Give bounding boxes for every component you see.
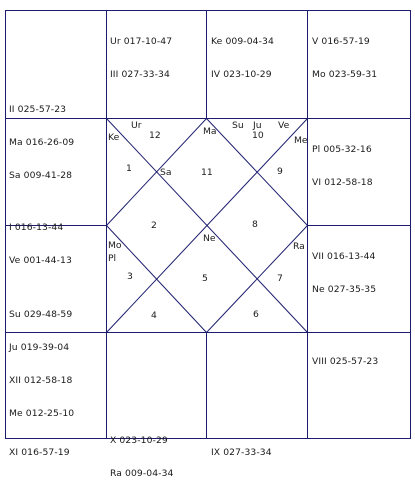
house-number-3: 3: [127, 271, 133, 282]
planet-mo: Mo: [108, 240, 122, 251]
cell-line: Pl 005-32-16: [312, 144, 372, 155]
house-number-2: 2: [151, 220, 157, 231]
cell-line: IV 023-10-29: [211, 69, 272, 80]
cell-line: Sa 009-41-28: [9, 170, 73, 181]
house-number-10: 10: [252, 130, 264, 141]
house-number-12: 12: [149, 130, 161, 141]
planet-ur: Ur: [131, 120, 142, 131]
house-number-4: 4: [151, 310, 157, 321]
planet-ve: Ve: [278, 120, 290, 131]
cell-line: X 023-10-29: [110, 435, 168, 446]
cell-line: Ke 009-04-34: [211, 36, 274, 47]
cell-line: Ve 001-44-13: [9, 255, 72, 266]
cell-line: Ne 027-35-35: [312, 284, 377, 295]
cell-left-2: [9, 200, 72, 277]
cell-line: Ju 019-39-04: [9, 342, 70, 353]
planet-ma: Ma: [203, 126, 217, 137]
cell-left-3: [9, 287, 74, 430]
planet-ne: Ne: [203, 233, 216, 244]
planet-pl: Pl: [108, 253, 117, 264]
house-number-5: 5: [202, 273, 208, 284]
house-number-11: 11: [201, 167, 213, 178]
planet-ju: Ju: [253, 120, 262, 131]
cell-bottom-2: [211, 425, 272, 469]
cell-line: III 027-33-34: [110, 69, 170, 80]
cell-right-2: [312, 229, 376, 306]
planet-sa: Sa: [160, 167, 172, 178]
cell-line: Ra 009-04-34: [110, 468, 174, 479]
cell-left-1: [9, 82, 74, 192]
planet-me: Me: [294, 135, 308, 146]
planet-ke: Ke: [108, 132, 120, 143]
cell-right-1: [312, 122, 373, 199]
cell-line: XII 012-58-18: [9, 375, 73, 386]
cell-right-3: [312, 334, 378, 378]
cell-top-1: [110, 14, 172, 91]
cell-line: V 016-57-19: [312, 36, 370, 47]
house-number-9: 9: [277, 166, 283, 177]
cell-line: XI 016-57-19: [9, 447, 70, 458]
house-number-1: 1: [126, 163, 132, 174]
cell-line: VII 016-13-44: [312, 251, 376, 262]
cell-line: Ur 017-10-47: [110, 36, 173, 47]
cell-line: Ma 016-26-09: [9, 137, 75, 148]
cell-bottom-0: [9, 425, 70, 469]
cell-line: IX 027-33-34: [211, 447, 272, 458]
cell-line: Me 012-25-10: [9, 408, 75, 419]
cell-bottom-1: [110, 413, 173, 490]
cell-top-2: [211, 14, 274, 91]
cell-top-3: [312, 14, 377, 91]
cell-line: Mo 023-59-31: [312, 69, 378, 80]
cell-line: Su 029-48-59: [9, 309, 73, 320]
cell-line: I 016-13-44: [9, 222, 64, 233]
cell-line: VIII 025-57-23: [312, 356, 379, 367]
planet-su: Su: [232, 120, 244, 131]
house-number-6: 6: [253, 309, 259, 320]
house-number-8: 8: [252, 219, 258, 230]
cell-line: VI 012-58-18: [312, 177, 373, 188]
house-number-7: 7: [277, 273, 283, 284]
planet-ra: Ra: [293, 241, 305, 252]
cell-line: II 025-57-23: [9, 104, 67, 115]
